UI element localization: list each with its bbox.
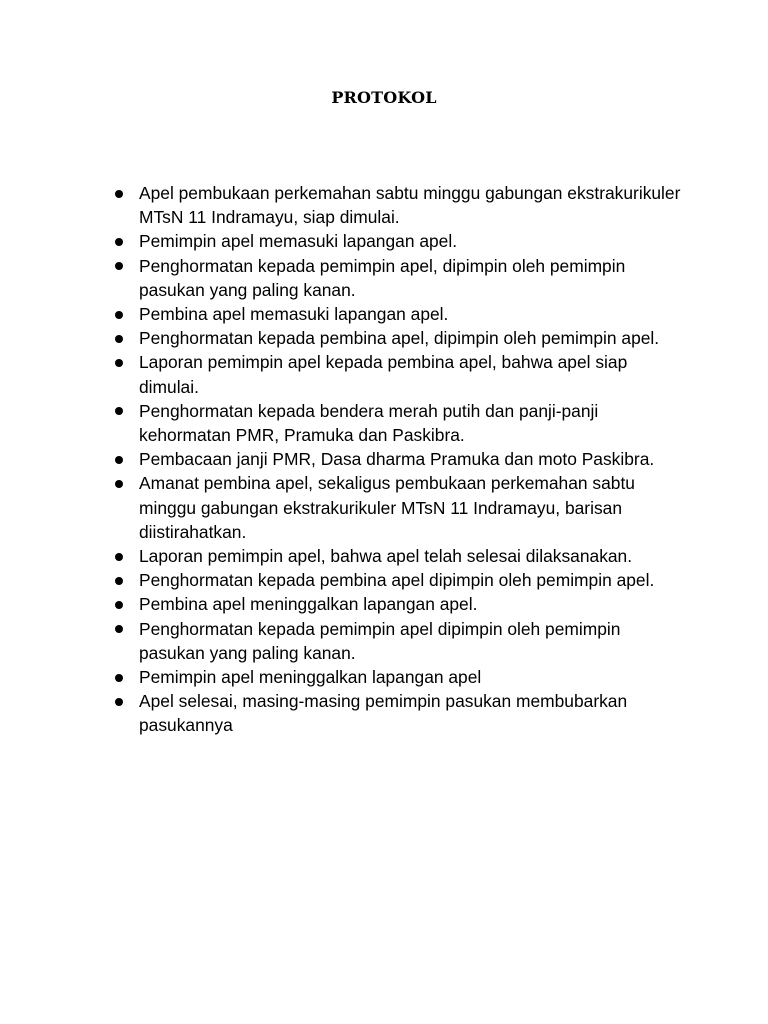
list-item-text: Pemimpin apel meninggalkan lapangan apel (139, 667, 482, 688)
list-item-text: Apel pembukaan perkemahan sabtu minggu gabungan ekstrakurikuler MTsN 11 Indramayu, siap dimulai. (139, 183, 681, 228)
list-item-text: Laporan pemimpin apel, bahwa apel telah selesai dilaksanakan. (139, 546, 633, 567)
bullet-icon (115, 335, 123, 343)
list-item (110, 568, 690, 592)
list-item (110, 229, 690, 253)
list-item (110, 471, 690, 544)
bullet-icon (115, 601, 123, 609)
list-item-text: Apel selesai, masing-masing pemimpin pasukan membubarkan pasukannya (139, 691, 628, 736)
bullet-icon (115, 674, 123, 682)
bullet-icon (115, 698, 123, 706)
list-item-text: Pembina apel meninggalkan lapangan apel. (139, 594, 478, 615)
list-item (110, 399, 690, 447)
bullet-icon (115, 190, 123, 198)
list-item-text: Penghormatan kepada pemimpin apel dipimpin oleh pemimpin pasukan yang paling kanan. (139, 618, 621, 663)
list-item (110, 254, 690, 302)
bullet-icon (115, 625, 123, 633)
list-item-text: Penghormatan kepada pembina apel, dipimpin oleh pemimpin apel. (139, 328, 660, 349)
bullet-icon (115, 407, 123, 415)
bullet-icon (115, 480, 123, 488)
list-item (110, 326, 690, 350)
list-item-text: Pemimpin apel memasuki lapangan apel. (139, 231, 458, 252)
list-item-text: Pembacaan janji PMR, Dasa dharma Pramuka dan moto Paskibra. (139, 449, 655, 470)
bullet-icon (115, 359, 123, 367)
bullet-icon (115, 553, 123, 561)
list-item (110, 302, 690, 326)
list-item-text: Amanat pembina apel, sekaligus pembukaan perkemahan sabtu minggu gabungan ekstrakurikuler MTsN 11 Indramayu, barisan diistirahatkan. (139, 473, 635, 542)
list-item-text: Penghormatan kepada pembina apel dipimpin oleh pemimpin apel. (139, 570, 655, 591)
list-item (110, 665, 690, 689)
document-title: PROTOKOL (331, 88, 437, 107)
bullet-icon (115, 238, 123, 246)
list-item (110, 592, 690, 616)
list-item (110, 350, 690, 398)
bullet-icon (115, 311, 123, 319)
list-item-text: Penghormatan kepada bendera merah putih dan panji-panji kehormatan PMR, Pramuka dan Paskibra. (139, 400, 599, 446)
list-item (110, 181, 690, 229)
bullet-icon (115, 456, 123, 464)
list-item (110, 689, 690, 737)
bullet-icon (115, 577, 123, 585)
protocol-list (110, 181, 690, 738)
list-item (110, 447, 690, 471)
list-item (110, 544, 690, 568)
list-item-text: Penghormatan kepada pemimpin apel, dipimpin oleh pemimpin pasukan yang paling kanan. (139, 255, 626, 300)
list-item (110, 617, 690, 665)
list-item-text: Laporan pemimpin apel kepada pembina apel, bahwa apel siap dimulai. (139, 352, 628, 397)
bullet-icon (115, 262, 123, 270)
list-item-text: Pembina apel memasuki lapangan apel. (139, 304, 449, 325)
